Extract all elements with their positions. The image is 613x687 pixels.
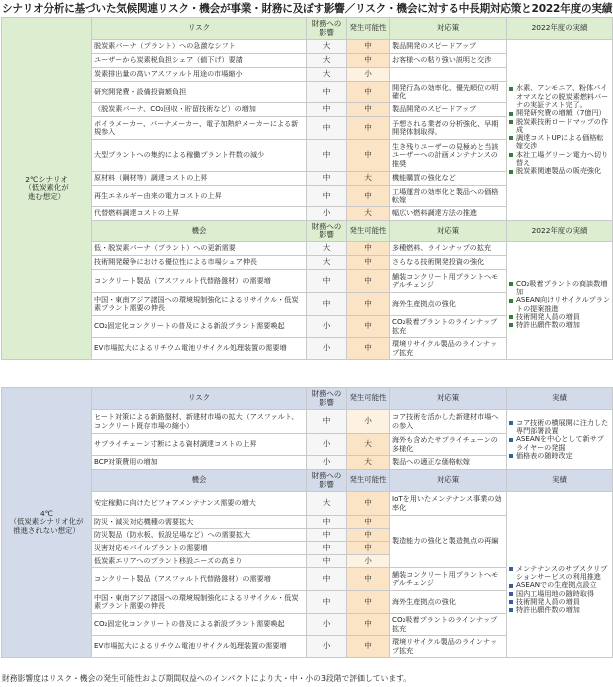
probability-level: 大 [347, 434, 390, 456]
opportunity-action: さらなる技術開発投資の強化 [390, 256, 507, 270]
opportunity-action: 多種燃料、ラインナップの拡充 [390, 242, 507, 256]
result-item: CO₂吸着プラントの商談数増加 [509, 280, 610, 297]
results-cell [507, 492, 613, 658]
impact-level: 中 [307, 293, 347, 316]
scenario-4c-table [1, 387, 613, 658]
impact-column-header: 財務への影響 [307, 388, 347, 410]
opportunity-action: 環境リサイクル製品のラインナップ拡充 [390, 636, 507, 658]
risk-header-row [2, 388, 613, 410]
probability-level: 中 [347, 242, 390, 256]
scenario-label-line: （低炭素シナリオ化が [9, 517, 84, 527]
risk-item: （脱炭素バーナ、CO₂回収・貯留技術など）の増加 [92, 103, 307, 117]
scenario-label-line: 2℃シナリオ [25, 174, 68, 184]
footnote: 財務影響度はリスク・機会の発生可能性および期間収益へのインパクトにより大・中・小の3段階で評価しています。 [2, 674, 412, 683]
opportunity-header-row [2, 221, 613, 242]
probability-level: 大 [347, 172, 390, 186]
risk-action: お客様への粘り強い説明と交渉 [390, 54, 507, 68]
opportunity-row [2, 492, 613, 516]
result-item: 本社工場グリーン電力へ切り替え [509, 151, 610, 168]
risk-action: 生き残りユーザーの見極めと当該ユーザーへの計画メンテナンスの推奨 [390, 140, 507, 172]
probability-column-header: 発生可能性 [347, 388, 390, 410]
risk-action: 開発行為の効率化、優先順位の明確化 [390, 82, 507, 103]
opportunity-item: 災害対応モバイルプラントの需要増 [92, 542, 307, 555]
risk-item: 再生エネルギー由来の電力コストの上昇 [92, 186, 307, 207]
risk-action: 予想される業者の分析強化、早期開発体制取得。 [390, 117, 507, 140]
result-item: 技術開発人員の増員 [509, 313, 610, 321]
impact-level: 中 [307, 117, 347, 140]
probability-level: 中 [347, 40, 390, 54]
impact-level: 中 [307, 410, 347, 434]
risk-column-header: リスク [92, 388, 307, 410]
probability-level: 中 [347, 492, 390, 516]
impact-level: 小 [307, 316, 347, 338]
opportunity-column-header: 機会 [92, 470, 307, 492]
risk-column-header: リスク [92, 18, 307, 40]
probability-column-header: 発生可能性 [347, 18, 390, 40]
risk-item: ユーザーから炭素税負担シェア（値下げ）要請 [92, 54, 307, 68]
probability-level: 中 [347, 117, 390, 140]
result-item: 調達コストUPによる価格転嫁交渉 [509, 134, 610, 151]
impact-level: 大 [307, 68, 347, 82]
result-item: ASEANを中心として新サプライヤーの発掘 [509, 435, 610, 452]
probability-level: 大 [347, 456, 390, 470]
impact-column-header: 財務への影響 [307, 18, 347, 40]
results-column-header: 2022年度の実績 [507, 18, 613, 40]
risk-item: BCP対策費用の増加 [92, 456, 307, 470]
result-item: 特許出願件数の増加 [509, 321, 610, 329]
risk-header-row [2, 18, 613, 40]
risk-action: 製品開発のスピードアップ [390, 103, 507, 117]
opportunity-item: 防災・減災対応機種の需要拡大 [92, 516, 307, 529]
impact-level: 小 [307, 636, 347, 658]
result-item: 価格表の随時改定 [509, 452, 610, 460]
scenario-label-line: 4℃ [39, 508, 53, 518]
risk-row [2, 40, 613, 54]
opportunity-item: 安定稼動に向けたビフォアメンテナンス需要の増大 [92, 492, 307, 516]
impact-column-header: 財務への影響 [307, 470, 347, 492]
probability-level: 中 [347, 140, 390, 172]
risk-action: 製品への適正な価格転嫁 [390, 456, 507, 470]
opportunity-item: EV市場拡大によるリチウム電池リサイクル処理装置の需要増 [92, 338, 307, 360]
opportunity-action: 海外生産拠点の強化 [390, 293, 507, 316]
impact-level: 中 [307, 591, 347, 614]
probability-level: 中 [347, 338, 390, 360]
opportunity-item: 防災製品（防水板、仮設足場など）への需要拡大 [92, 529, 307, 542]
result-item: 開発研究費の増額（7億円） [509, 109, 610, 117]
risk-action [390, 68, 507, 82]
probability-level: 中 [347, 529, 390, 542]
probability-level: 中 [347, 542, 390, 555]
impact-level: 大 [307, 256, 347, 270]
risk-item: サプライチェーン寸断による資材調達コストの上昇 [92, 434, 307, 456]
probability-column-header: 発生可能性 [347, 470, 390, 492]
impact-level: 小 [307, 434, 347, 456]
result-item: ASEAN向けリサイクルプラントの提案推進 [509, 296, 610, 313]
result-item: 特許出願件数の増加 [509, 606, 610, 614]
probability-level: 大 [347, 207, 390, 221]
scenario-label-line: 推進されない想定） [13, 525, 80, 535]
risk-action: 幅広い燃料調達方法の推進 [390, 207, 507, 221]
results-cell [507, 242, 613, 360]
impact-level: 小 [307, 338, 347, 360]
impact-level: 大 [307, 40, 347, 54]
impact-level: 小 [307, 207, 347, 221]
probability-level: 中 [347, 103, 390, 117]
probability-level: 中 [347, 614, 390, 636]
opportunity-item: 中国・東南アジア諸国への環境規制強化によるリサイクル・低炭素プラント需要の伸長 [92, 591, 307, 614]
opportunity-action: 海外生産拠点の強化 [390, 591, 507, 614]
opportunity-action: 舗装コンクリート用プラントへモデルチェンジ [390, 270, 507, 293]
risk-action: 海外も含めたサプライチェーンの多様化 [390, 434, 507, 456]
opportunity-action: 舗装コンクリート用プラントへモデルチェンジ [390, 568, 507, 591]
action-column-header: 対応策 [390, 388, 507, 410]
opportunity-column-header: 機会 [92, 221, 307, 242]
probability-level: 中 [347, 186, 390, 207]
probability-column-header: 発生可能性 [347, 221, 390, 242]
results-column-header: 実績 [507, 470, 613, 492]
opportunity-action: CO₂吸着プラントのラインナップ拡充 [390, 316, 507, 338]
risk-item: 原材料（鋼材等）調達コストの上昇 [92, 172, 307, 186]
risk-item: ヒート対策による新路盤材、新建材市場の拡大（アスファルト、コンクリート既存市場の縮小） [92, 410, 307, 434]
risk-action: 製品開発のスピードアップ [390, 40, 507, 54]
opportunity-item: CO₂固定化コンクリートの普及による新設プラント需要喚起 [92, 316, 307, 338]
probability-level: 中 [347, 316, 390, 338]
impact-level: 中 [307, 542, 347, 555]
result-item: コア技術の横展開に注力した専門部署設置 [509, 419, 610, 436]
risk-item: 脱炭素バーナ（プラント）への急激なシフト [92, 40, 307, 54]
results-cell [507, 410, 613, 470]
probability-level: 中 [347, 82, 390, 103]
scenario-label-line: （低炭素化が [24, 183, 69, 193]
result-item: メンテナンスのサブスクリプションサービスの利用推進 [509, 565, 610, 582]
probability-level: 中 [347, 270, 390, 293]
risk-item: ボイラメーカー、バーナメーカー、電子加熱炉メーカーによる新規参入 [92, 117, 307, 140]
impact-level: 中 [307, 172, 347, 186]
opportunity-action: 環境リサイクル製品のラインナップ拡充 [390, 338, 507, 360]
opportunity-item: 中国・東南アジア諸国への環境規制強化によるリサイクル・低炭素プラント需要の伸長 [92, 293, 307, 316]
risk-item: 代替燃料調達コストの上昇 [92, 207, 307, 221]
scenario-label [2, 388, 92, 658]
impact-level: 中 [307, 140, 347, 172]
impact-level: 小 [307, 456, 347, 470]
probability-level: 中 [347, 568, 390, 591]
action-column-header: 対応策 [390, 221, 507, 242]
action-column-header: 対応策 [390, 470, 507, 492]
probability-level: 小 [347, 410, 390, 434]
impact-level: 中 [307, 82, 347, 103]
impact-level: 中 [307, 529, 347, 542]
impact-level: 大 [307, 242, 347, 256]
risk-item: 大型プラントへの集約による稼働プラント件数の減少 [92, 140, 307, 172]
result-item: 脱炭素技術ロードマップの作成 [509, 118, 610, 135]
impact-level: 中 [307, 516, 347, 529]
impact-level: 中 [307, 568, 347, 591]
risk-action: 機能購買の強化など [390, 172, 507, 186]
risk-item: 研究開発費・設備投資額負担 [92, 82, 307, 103]
risk-item: 炭素排出量の高いアスファルト用途の市場縮小 [92, 68, 307, 82]
probability-level: 小 [347, 68, 390, 82]
result-item: 脱炭素関連製品の販売強化 [509, 167, 610, 175]
probability-level: 中 [347, 54, 390, 68]
probability-level: 中 [347, 293, 390, 316]
opportunity-header-row [2, 470, 613, 492]
impact-level: 中 [307, 270, 347, 293]
impact-level: 小 [307, 614, 347, 636]
impact-level: 大 [307, 54, 347, 68]
opportunity-action: IoTを用いたメンテナンス事業の効率化 [390, 492, 507, 516]
impact-level: 中 [307, 103, 347, 117]
opportunity-action: CO₂吸着プラントのラインナップ拡充 [390, 614, 507, 636]
action-column-header: 対応策 [390, 18, 507, 40]
impact-level: 大 [307, 492, 347, 516]
opportunity-action: 製造能力の強化と製造拠点の再編 [390, 516, 507, 568]
result-item: ASEANでの生産拠点設立 [509, 581, 610, 589]
opportunity-item: コンクリート製品（アスファルト代替路盤材）の需要増 [92, 270, 307, 293]
opportunity-item: コンクリート製品（アスファルト代替路盤材）の需要増 [92, 568, 307, 591]
impact-level: 中 [307, 555, 347, 568]
result-item: 国内工場用地の随時取得 [509, 590, 610, 598]
probability-level: 中 [347, 636, 390, 658]
probability-level: 中 [347, 516, 390, 529]
probability-level: 中 [347, 256, 390, 270]
impact-level: 中 [307, 186, 347, 207]
opportunity-item: CO₂固定化コンクリートの普及による新設プラント需要喚起 [92, 614, 307, 636]
opportunity-row [2, 242, 613, 256]
risk-row [2, 410, 613, 434]
impact-column-header: 財務への影響 [307, 221, 347, 242]
result-item: 技術開発人員の増員 [509, 598, 610, 606]
scenario-label [2, 18, 92, 360]
results-cell [507, 40, 613, 221]
scenario-label-line: 進む想定） [28, 191, 65, 201]
results-column-header: 2022年度の実績 [507, 221, 613, 242]
result-item: 水素、アンモニア、粉体バイオマスなどの脱炭素燃料バーナの実証テスト完了。 [509, 84, 610, 109]
probability-level: 小 [347, 555, 390, 568]
risk-action: 工場運営の効率化と製品への価格転嫁 [390, 186, 507, 207]
opportunity-item: EV市場拡大によるリチウム電池リサイクル処理装置の需要増 [92, 636, 307, 658]
opportunity-item: 低炭素エリアへのプラント移設ニーズの高まり [92, 555, 307, 568]
probability-level: 中 [347, 591, 390, 614]
results-column-header: 実績 [507, 388, 613, 410]
page-title: シナリオ分析に基づいた気候関連リスク・機会が事業・財務に及ぼす影響／リスク・機会に対する中長期対応策と2022年度の実績 [2, 3, 613, 15]
risk-action: コア技術を活かした新建材市場への参入 [390, 410, 507, 434]
scenario-2c-table [1, 17, 613, 360]
opportunity-item: 低・脱炭素バーナ（プラント）への更新需要 [92, 242, 307, 256]
opportunity-item: 技術開発競争における優位性による市場シェア伸長 [92, 256, 307, 270]
